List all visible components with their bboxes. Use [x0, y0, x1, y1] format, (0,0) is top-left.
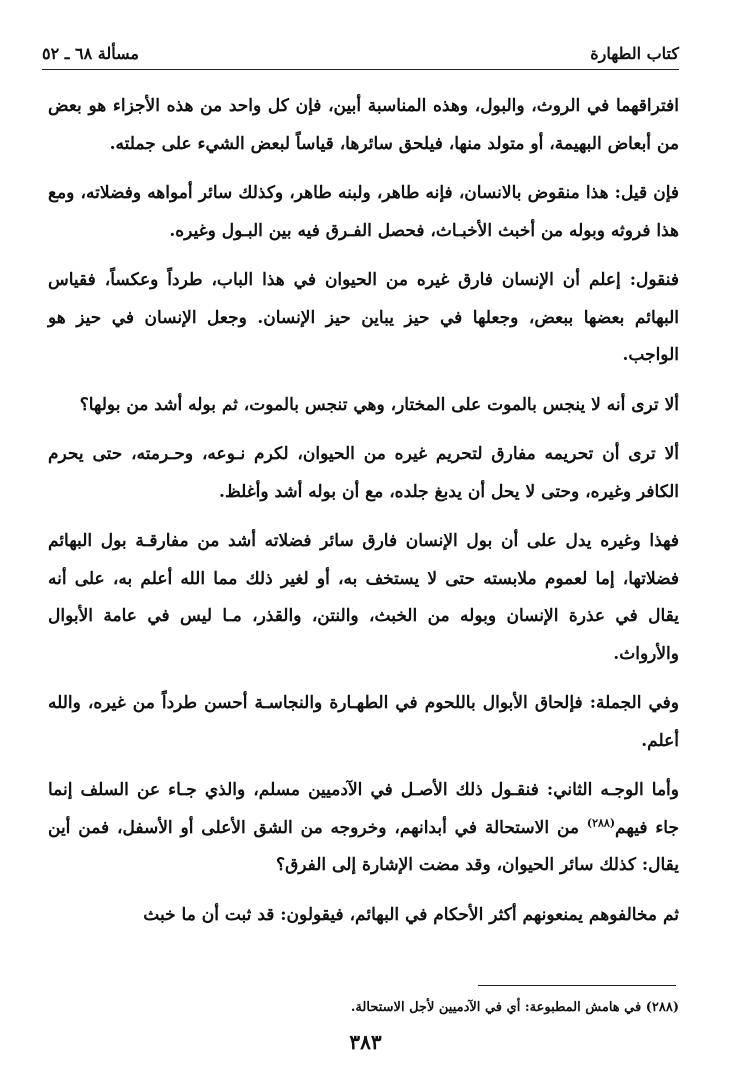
- paragraph-text: وأما الوجـه الثاني: فنقـول ذلك الأصـل في الآدميين مسلم، والذي جـاء عن السلف إنما جاء فيهم: [48, 780, 679, 838]
- paragraph: ألا ترى أنه لا ينجس بالموت على المختار، وهي تنجس بالموت، ثم بوله أشد من بولها؟: [79, 394, 679, 415]
- paragraph: ثم مخالفوهم يمنعونهم أكثر الأحكام في البهائم، فيقولون: قد ثبت أن ما خبث: [143, 904, 679, 925]
- paragraph: ألا ترى أن تحريمه مفارق لتحريم غيره من الحيوان، لكرم نـوعه، وحـرمته، حتى يحرم الكافر وغيره، وحتى لا يحل أن يدبغ جلده، مع أن بوله أشد وأغلظ.: [48, 444, 679, 502]
- paragraph: وفي الجملة: فإلحاق الأبوال باللحوم في الطهـارة والنجاسـة أحسن طرداً من غيره، والله أعلم.: [48, 693, 679, 751]
- paragraph: فإن قيل: هذا منقوض بالانسان، فإنه طاهر، ولبنه طاهر، وكذلك سائر أمواهه وفضلاته، ومع هذا فروثه وبوله من أخبث الأخبـاث، فحصل الفـرق فيه بين البـول وغيره.: [48, 183, 679, 241]
- footnote-reference[interactable]: (٢٨٨): [586, 815, 616, 829]
- running-header: [42, 36, 679, 70]
- header-issue-number: مسألة ٦٨ ـ ٥٢: [42, 44, 139, 63]
- paragraph-text: من الاستحالة في أبدانهم، وخروجه من الشق الأعلى أو الأسفل، فمن أين يقال: كذلك سائر الحيوان، وقد مضت الإشارة إلى الفرق؟: [48, 817, 679, 875]
- footnote: (٢٨٨) في هامش المطبوعة: أي في الآدميين لأجل الاستحالة.: [350, 1000, 679, 1015]
- paragraph: فهذا وغيره يدل على أن بول الإنسان فارق سائر فضلاته أشد من مفارقـة بول البهائم فضلاتها، إما لعموم ملابسته حتى لا يستخف به، أو لغير ذلك مما الله أعلم به، على أنه يقال في عذرة الإنسان وبوله من الخبث، والنتن، والقذر، مـا ليس في عامة الأبوال والأرواث.: [48, 531, 679, 664]
- page-number: ٣٨٣: [349, 1030, 382, 1054]
- paragraph: [48, 772, 679, 885]
- body-text: [48, 88, 679, 934]
- paragraph: فنقول: إعلم أن الإنسان فارق غيره من الحيوان في هذا الباب، طرداً وعكساً، فقياس البهائم بعضها ببعض، وجعلها في حيز يباين حيز الإنسان. وجعل الإنسان في حيز هو الواجب.: [48, 270, 679, 365]
- footnote-divider: [478, 985, 676, 986]
- header-chapter-title: كتاب الطهارة: [590, 44, 679, 63]
- paragraph: افتراقهما في الروث، والبول، وهذه المناسبة أبين، فإن كل واحد من هذه الأجزاء هو بعض من أبعاض البهيمة، أو متولد منها، فيلحق سائرها، قياساً لبعض الشيء على جملته.: [48, 96, 679, 154]
